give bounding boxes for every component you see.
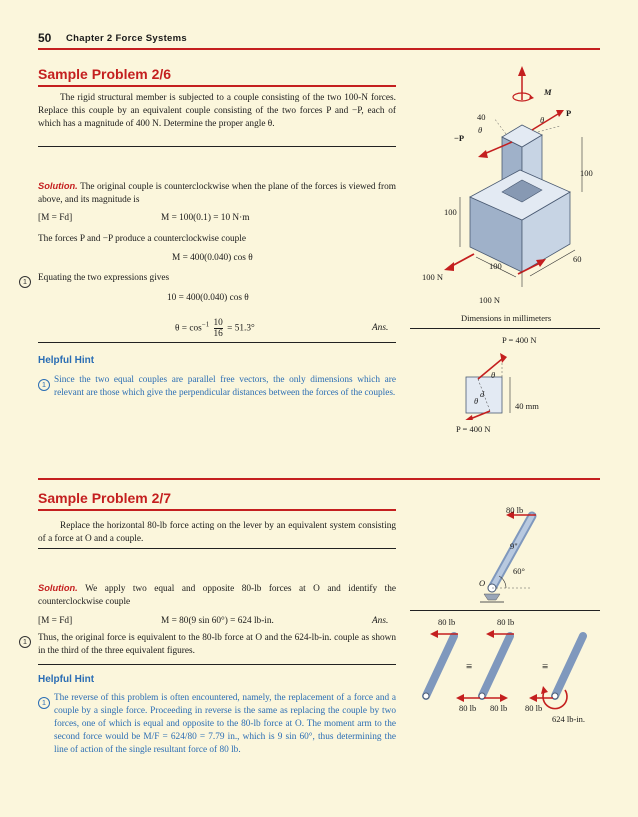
sample-problem-2-7-title: Sample Problem 2/7 — [38, 490, 172, 506]
fig6-label-60: 60 — [573, 254, 582, 264]
solution-text: The original couple is counterclockwise when the plane of the forces is viewed from above, and its magnitude is — [38, 182, 396, 205]
sp7-thus-text: Thus, the original force is equivalent to the 80-lb force at O and the 624-lb-in. couple as shown in the third of the three equivalent figures. — [38, 633, 396, 656]
fig7-equiv-2: ≡ — [542, 661, 549, 673]
sp6-eq3: 10 = 400(0.040) cos θ — [167, 293, 249, 303]
eq4-num: 10 — [213, 318, 223, 328]
fig6-label-M: M — [544, 87, 552, 97]
margin-marker — [19, 632, 31, 650]
sp7-solution-rule — [38, 664, 396, 665]
fig7-f3-moment: 624 lb-in. — [552, 714, 586, 724]
fig6-label-negP: −P — [454, 133, 465, 143]
solution-label: Solution. — [38, 583, 78, 593]
solution-label: Solution. — [38, 181, 78, 191]
margin-marker — [19, 272, 31, 290]
solution-text: We apply two equal and opposite 80-lb forces at O and identify the counterclockwise couple — [38, 584, 397, 607]
hint-marker-number: 1 — [38, 697, 50, 709]
sp6-forces-text: The forces P and −P produce a counterclockwise couple — [38, 234, 246, 244]
sp6-eq1-right: M = 100(0.1) = 10 N·m — [161, 213, 250, 223]
eq4-sup: −1 — [201, 320, 210, 329]
marker-number: 1 — [19, 636, 31, 648]
fig7-angle-60: 60° — [513, 566, 525, 576]
eq4-den: 16 — [213, 329, 223, 339]
fig7-label-O: O — [479, 578, 486, 588]
fig6-label-100N-left: 100 N — [422, 272, 444, 282]
sp7-hint-text: The reverse of this problem is often encountered, namely, the replacement of a force and a couple by a single force. Proceeding in reverse is the same as replacing the couple by two forces, one of which is equal and opposite to the 80-lb force at O. The moment arm to the second force would be M/F = 624/80 = 7.79 in., which is 9 sin 60°, thus determining the line of action of the single resultant force of 80 lb. — [54, 693, 396, 755]
fig6-label-theta-left: θ — [478, 125, 483, 135]
sp7-eq1-left: [M = Fd] — [38, 616, 73, 626]
fig6-label-100-left: 100 — [444, 207, 457, 217]
sp6-eq2: M = 400(0.040) cos θ — [172, 253, 253, 263]
fig6-label-100-right: 100 — [580, 168, 593, 178]
sp6-equating-text: Equating the two expressions gives — [38, 273, 170, 283]
fig6-inset-d: d — [480, 389, 485, 399]
sp7-eq1-right: M = 80(9 sin 60°) = 624 lb-in. — [161, 616, 274, 626]
fig6-caption: Dimensions in millimeters — [461, 313, 552, 323]
marker-number: 1 — [19, 276, 31, 288]
fig6-divider — [410, 328, 600, 329]
fig6-label-40: 40 — [477, 112, 486, 122]
fig6-label-100N-bottom: 100 N — [479, 295, 501, 305]
sp6-solution — [38, 180, 396, 207]
sp6-statement: The rigid structural member is subjected to a couple consisting of the two 100-N forces. Replace this couple by an equivalent couple consisting of the two forces P and −P, each of which has a magnitude of 400 N. Determine the proper angle θ. — [38, 93, 396, 129]
sp7-hint-marker — [38, 693, 50, 711]
fig7-f2-force-left: 80 lb — [459, 703, 477, 713]
sp6-statement-rule — [38, 146, 396, 147]
eq4-left: θ = cos — [175, 323, 202, 334]
sp7-hint-heading: Helpful Hint — [38, 674, 95, 685]
fig7-f2-force-right: 80 lb — [490, 703, 508, 713]
fig7-equiv-1: ≡ — [466, 661, 473, 673]
hint-marker-number: 1 — [38, 379, 50, 391]
fig7-f3-force: 80 lb — [525, 703, 543, 713]
fig6-inset-theta-bottom: θ — [474, 396, 479, 406]
fig6-label-theta-right: θ — [540, 115, 545, 125]
eq4-right: = 51.3° — [227, 323, 255, 334]
fig6-inset-P-top: P = 400 N — [502, 335, 537, 345]
chapter-title: Chapter 2 Force Systems — [66, 33, 187, 44]
eq4-fraction — [214, 318, 223, 339]
sp7-figure-main — [470, 498, 590, 610]
sp7-title-rule — [38, 509, 396, 511]
sp6-hint-heading: Helpful Hint — [38, 355, 95, 366]
fig6-label-P: P — [566, 108, 572, 118]
fig7-divider — [410, 610, 600, 611]
sp6-hint-marker — [38, 375, 50, 393]
fig6-inset-theta-top: θ — [491, 370, 496, 380]
sp6-solution-rule — [38, 342, 396, 343]
page-number: 50 — [38, 31, 52, 45]
sp7-statement: Replace the horizontal 80-lb force acting on the lever by an equivalent system consisting of a force at O and a couple. — [38, 521, 396, 544]
sp6-eq4 — [175, 318, 255, 339]
fig7-f1-force: 80 lb — [438, 617, 456, 627]
sp6-hint-text: Since the two equal couples are parallel free vectors, the only dimensions which are relevant are those which give the perpendicular distances between the forces of the couples. — [54, 375, 396, 398]
fig6-inset-40mm: 40 mm — [515, 401, 539, 411]
fig7-len-9: 9" — [510, 541, 518, 551]
sp7-statement-rule — [38, 548, 396, 549]
sp6-eq1-left: [M = Fd] — [38, 213, 73, 223]
sp7-solution — [38, 582, 396, 609]
sp6-answer-label: Ans. — [372, 323, 389, 333]
sp7-top-rule — [38, 478, 600, 480]
fig7-f2-force-top: 80 lb — [497, 617, 515, 627]
sample-problem-2-6-title: Sample Problem 2/6 — [38, 66, 172, 82]
fig6-inset-P-bottom: P = 400 N — [456, 424, 491, 434]
sp6-title-rule — [38, 85, 396, 87]
header-rule — [38, 48, 600, 50]
sp6-figure — [410, 62, 600, 322]
sp7-answer-label: Ans. — [372, 616, 389, 626]
fig7-top-force: 80 lb — [506, 505, 524, 515]
fig6-label-100-bottom: 100 — [489, 261, 502, 271]
